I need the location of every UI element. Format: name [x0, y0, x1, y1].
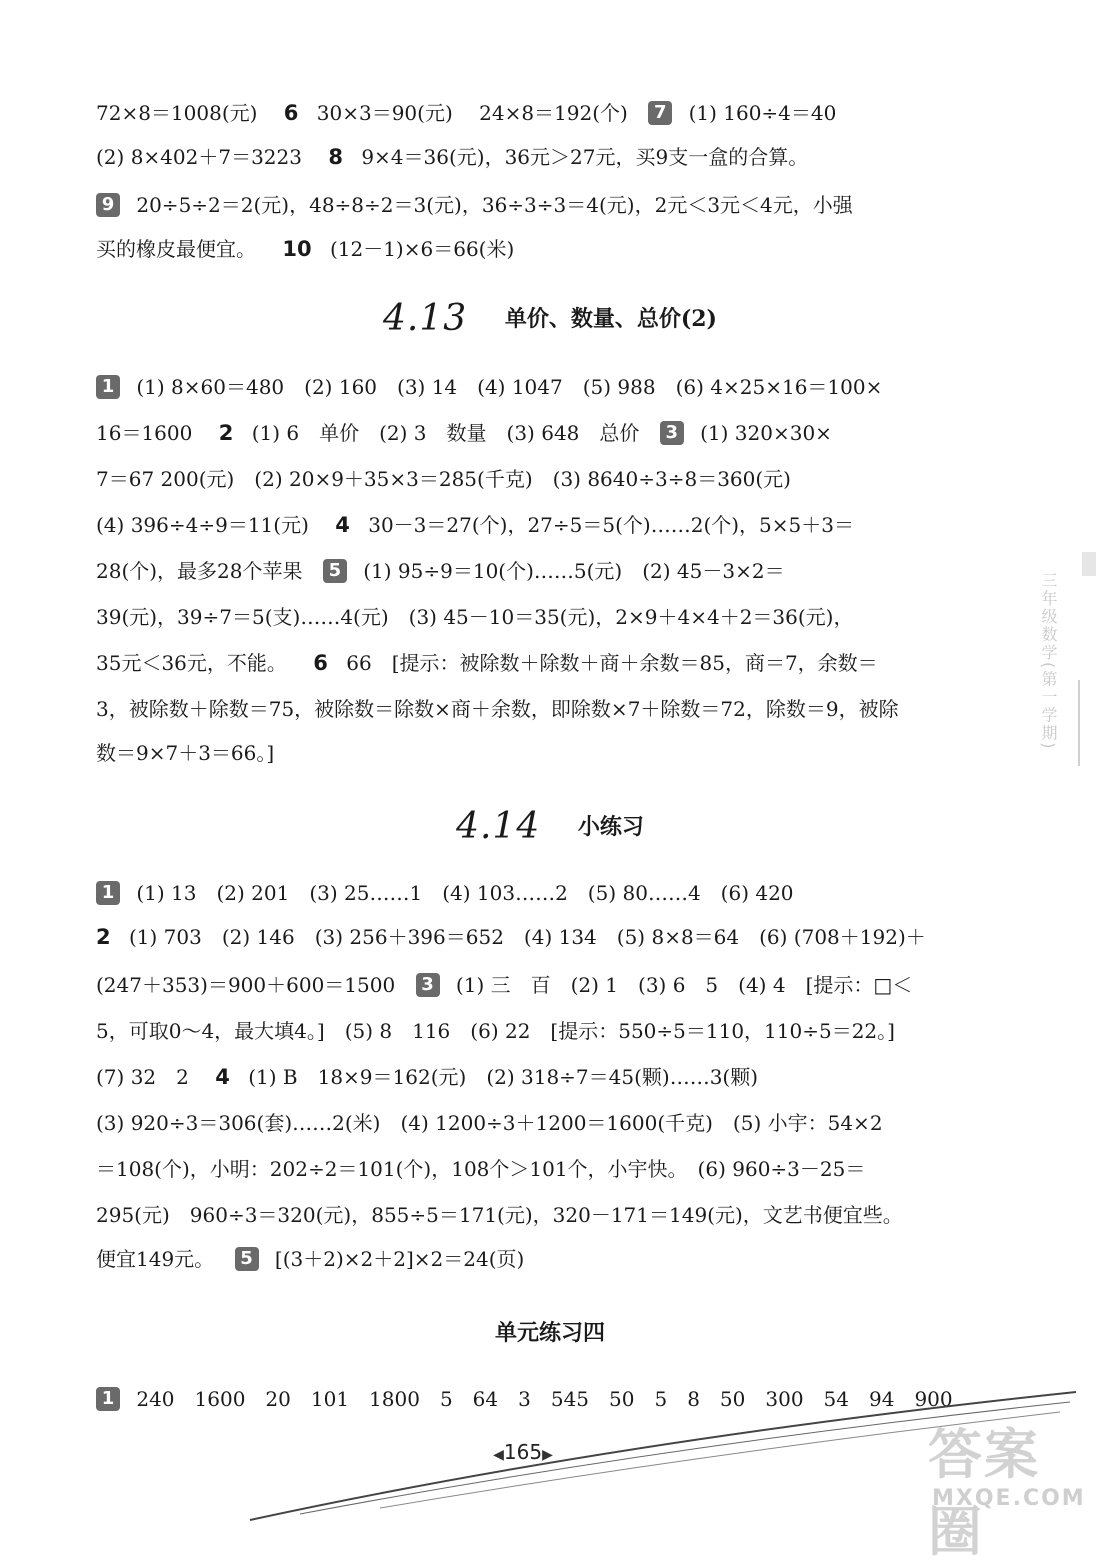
question-number: 10	[282, 237, 312, 261]
answer-line: 5，可取0～4，最大填4。] (5) 8 116 (6) 22 [提示：550÷5＝110，110÷5＝22。]	[96, 1019, 895, 1043]
answer-line: 9 20÷5÷2＝2(元)，48÷8÷2＝3(元)，36÷3÷3＝4(元)，2元＜3元＜4元，小强	[96, 190, 976, 220]
side-divider	[1078, 680, 1080, 766]
answer-line: (7) 32 2 4 (1) B 18×9＝162(元) (2) 318÷7＝45(颗)……3(颗)	[96, 1065, 759, 1089]
section-heading	[0, 298, 1100, 339]
right-triangle-icon: ▶	[542, 1447, 553, 1463]
question-number-badge: 3	[416, 973, 440, 997]
answer-line: 72×8＝1008(元) 6 30×3＝90(元) 24×8＝192(个) 7 (1) 160÷4＝40	[96, 101, 837, 125]
answer-line: (3) 920÷3＝306(套)……2(米) (4) 1200÷3＋1200＝1600(千克) (5) 小宇：54×2	[96, 1111, 883, 1135]
question-number-badge: 9	[96, 193, 120, 217]
section-title: 小练习	[577, 814, 644, 840]
answer-line: (2) 8×402＋7＝3223 8 9×4＝36(元)，36元＞27元，买9支一盒的合算。	[96, 145, 809, 169]
answer-line: ＝108(个)，小明：202÷2＝101(个)，108个＞101个，小宇快。 (6) 960÷3－25＝	[96, 1157, 866, 1181]
question-number-badge: 7	[648, 101, 672, 125]
answer-line: 295(元) 960÷3＝320(元)，855÷5＝171(元)，320－171＝149(元)，文艺书便宜些。	[96, 1203, 903, 1227]
side-marker	[1082, 552, 1096, 576]
answer-line: 1 240 1600 20 101 1800 5 64 3 545 50 5 8 50 300 54 94 900	[96, 1384, 976, 1414]
question-number: 4	[215, 1065, 230, 1089]
watermark-logo: 答案圈 MXQE.COM	[928, 1423, 1086, 1563]
question-number: 6	[313, 651, 328, 675]
answer-line: 3，被除数＋除数＝75，被除数＝除数×商＋余数，即除数×7＋除数＝72，除数＝9，被除	[96, 697, 899, 721]
question-number: 2	[218, 421, 234, 445]
question-number: 6	[283, 101, 299, 125]
left-triangle-icon: ◀	[493, 1447, 504, 1463]
side-tab-label: 三年级数学(第一学期)	[1039, 571, 1058, 751]
answer-line: 数＝9×7＋3＝66。]	[96, 741, 275, 765]
question-number-badge: 3	[660, 421, 684, 445]
section-title: 单价、数量、总价(2)	[504, 306, 717, 332]
question-number-badge: 5	[235, 1247, 259, 1271]
answer-line: 35元＜36元，不能。 6 66 [提示：被除数＋除数＋商＋余数＝85，商＝7，余数＝	[96, 651, 878, 675]
answer-line: 买的橡皮最便宜。 10 (12－1)×6＝66(米)	[96, 237, 515, 261]
section-number: 4.13	[383, 298, 468, 339]
section-number: 4.14	[456, 806, 541, 847]
section-heading	[0, 806, 1100, 847]
answer-line: 28(个)，最多28个苹果 5 (1) 95÷9＝10(个)……5(元) (2) 45－3×2＝	[96, 559, 785, 583]
question-number-badge: 1	[96, 881, 120, 905]
question-number: 2	[96, 925, 111, 949]
question-number-badge: 5	[323, 559, 347, 583]
page-number: ◀165▶	[493, 1440, 553, 1464]
answer-line: 便宜149元。 5 [(3＋2)×2＋2]×2＝24(页)	[96, 1247, 525, 1271]
question-number: 4	[335, 513, 350, 537]
answer-line: (4) 396÷4÷9＝11(元) 4 30－3＝27(个)，27÷5＝5(个)……2(个)，5×5＋3＝	[96, 513, 854, 537]
question-number-badge: 1	[96, 1387, 120, 1411]
answer-line: 1 (1) 8×60＝480 (2) 160 (3) 14 (4) 1047 (5) 988 (6) 4×25×16＝100×	[96, 372, 976, 402]
unit-practice-title: 单元练习四	[494, 1320, 605, 1346]
answer-line: 2 (1) 703 (2) 146 (3) 256＋396＝652 (4) 134 (5) 8×8＝64 (6) (708＋192)＋	[96, 925, 926, 949]
answer-line: (247＋353)＝900＋600＝1500 3 (1) 三 百 (2) 1 (3) 6 5 (4) 4 [提示：□＜	[96, 973, 913, 997]
answer-line: 16＝1600 2 (1) 6 单价 (2) 3 数量 (3) 648 总价 3 (1) 320×30×	[96, 421, 832, 445]
question-number-badge: 1	[96, 375, 120, 399]
answer-line: 1 (1) 13 (2) 201 (3) 25……1 (4) 103……2 (5) 80……4 (6) 420	[96, 878, 976, 908]
question-number: 8	[328, 145, 343, 169]
answer-line: 7＝67 200(元) (2) 20×9＋35×3＝285(千克) (3) 8640÷3÷8＝360(元)	[96, 467, 791, 491]
answer-line: 39(元)，39÷7＝5(支)……4(元) (3) 45－10＝35(元)，2×9＋4×4＋2＝36(元)，	[96, 605, 854, 629]
